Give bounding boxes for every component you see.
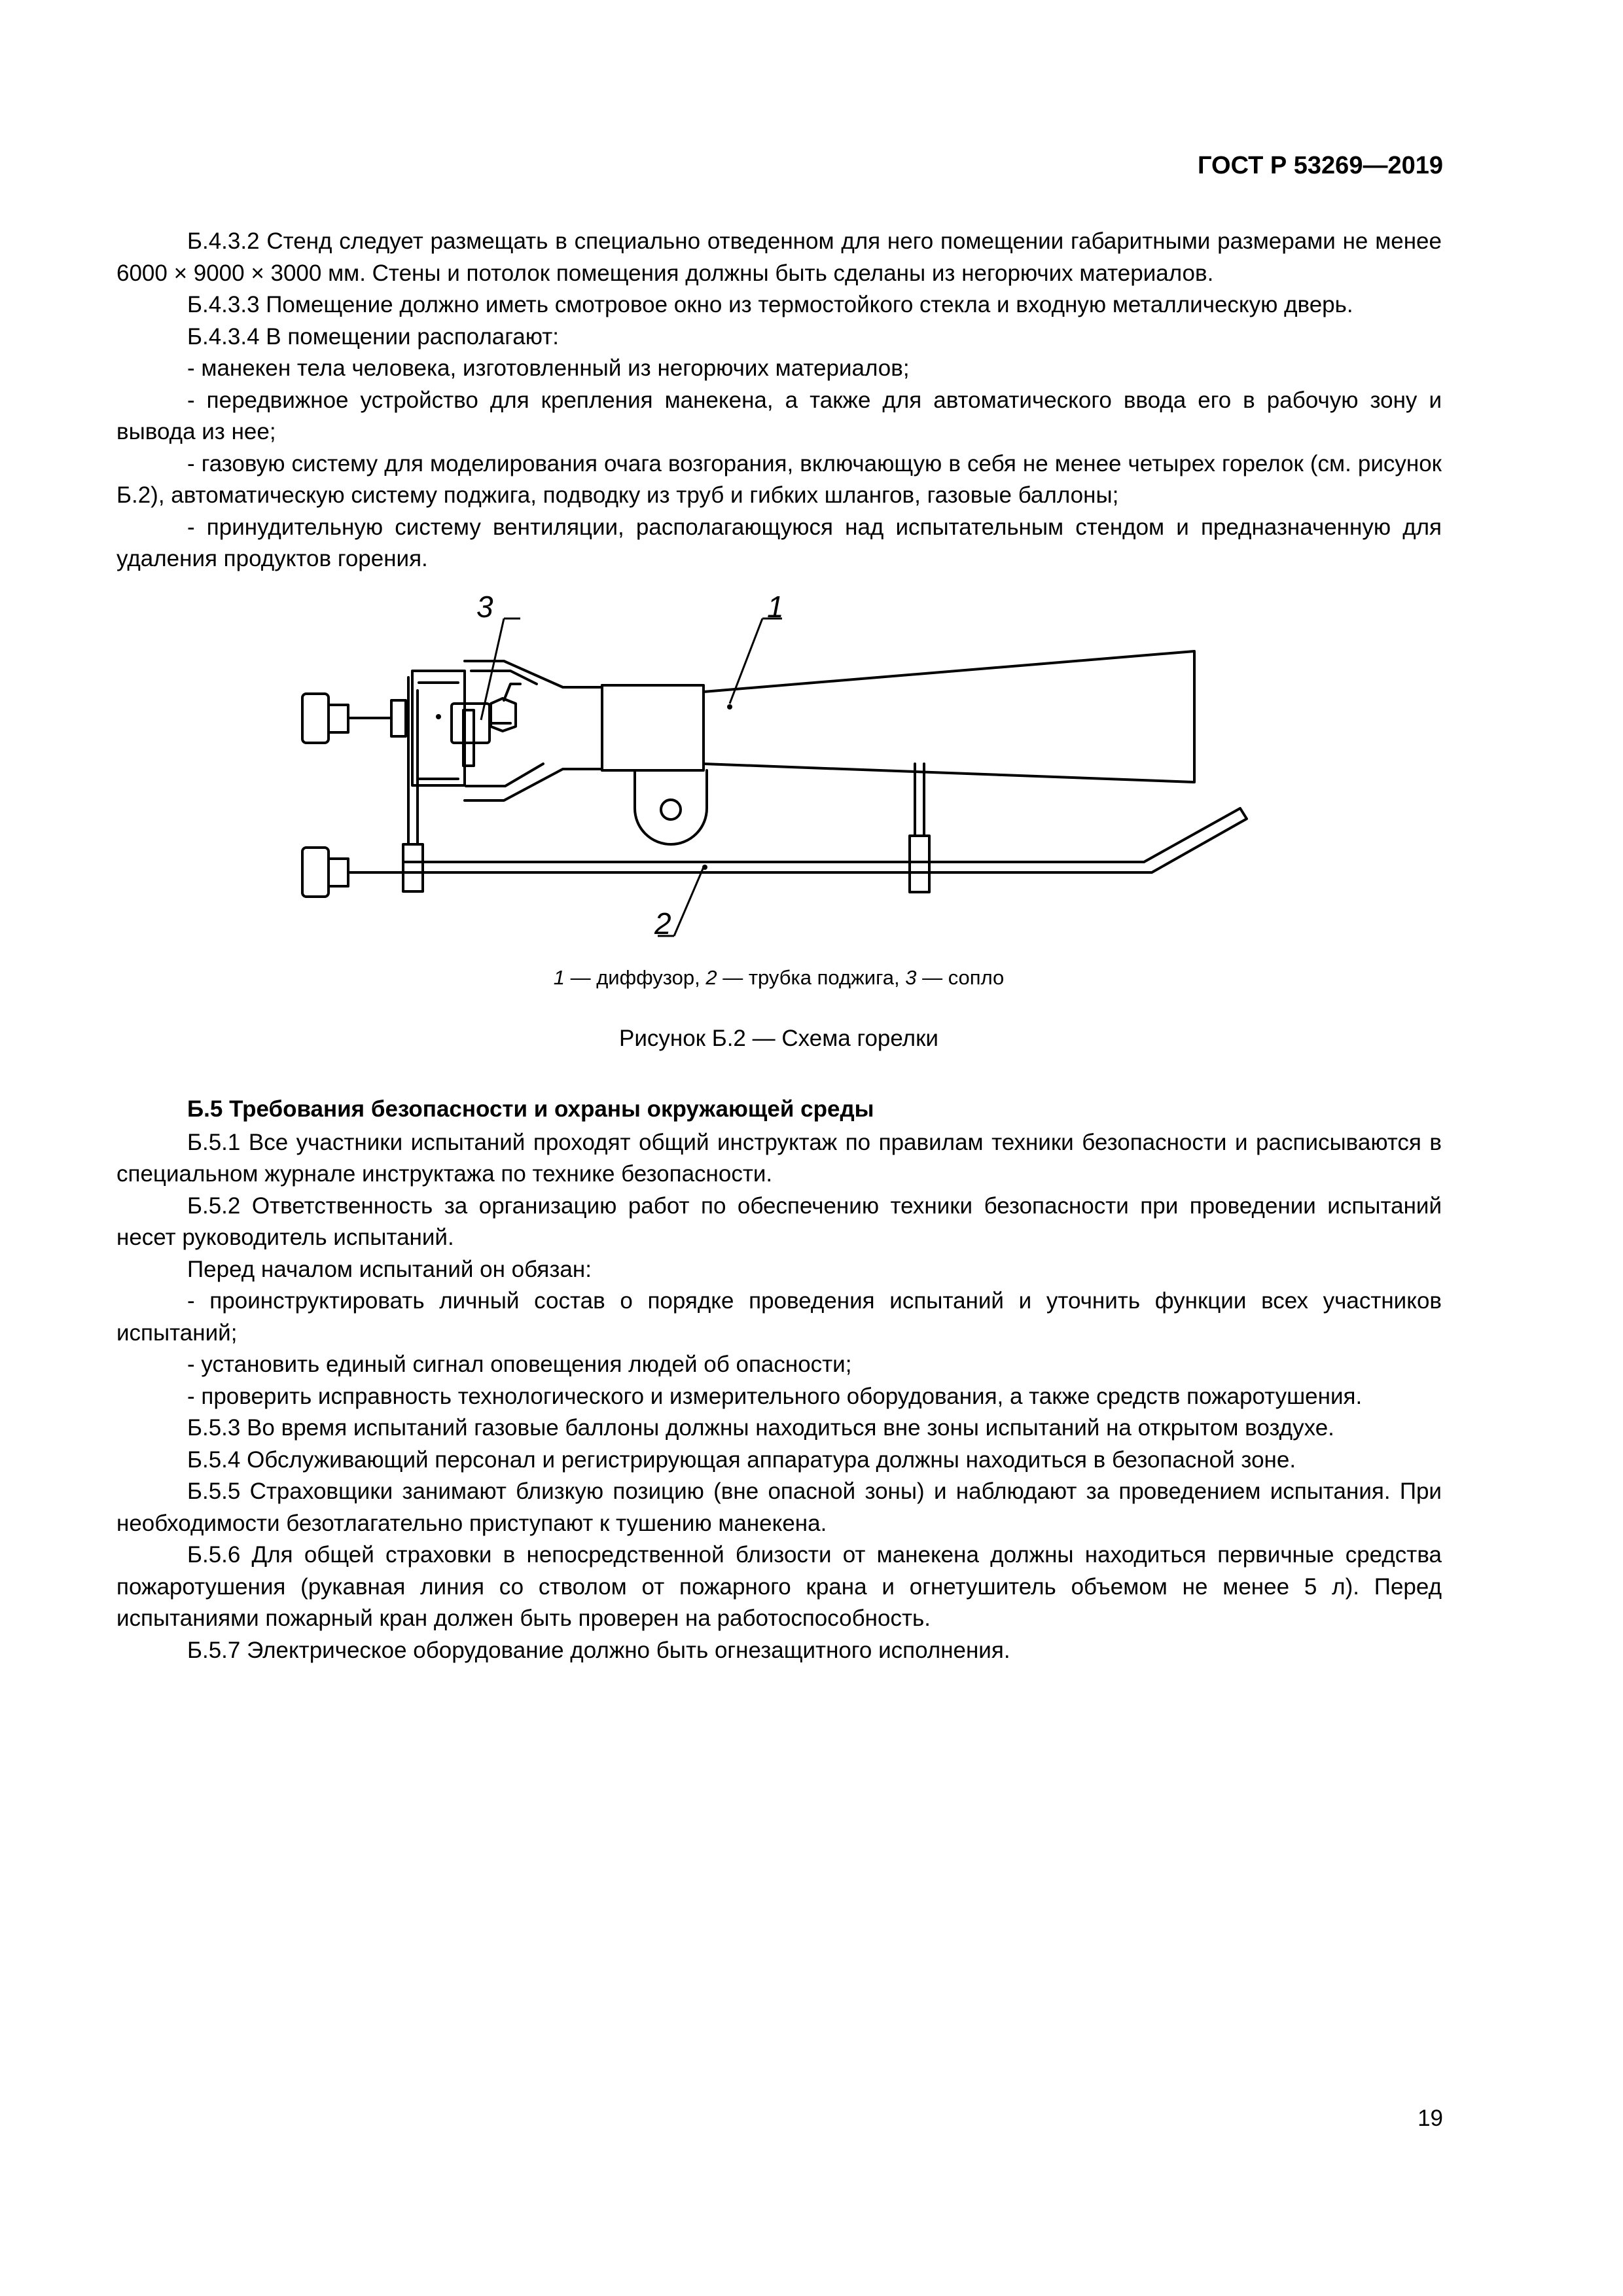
list-item-mannequin: - манекен тела человека, изготовленный из негорючих материалов; [187, 355, 910, 381]
section-b5 [116, 1094, 1442, 1666]
legend-text-1: — диффузор, [564, 966, 706, 989]
nozzle-holder [412, 671, 465, 785]
burner-diagram-drawing [294, 592, 1276, 946]
list-item-check-equipment: - проверить исправность технологического и измерительного оборудования, а также средств пожаротушения. [187, 1383, 1363, 1409]
paragraph-b-5-2: Б.5.2 Ответственность за организацию работ по обеспечению техники безопасности при проведении испытаний несет руководитель испытаний. [116, 1193, 1442, 1250]
paragraph-b-5-4: Б.5.4 Обслуживающий персонал и регистрирующая аппаратура должны находиться в безопасной зоне. [187, 1446, 1296, 1473]
paragraph-b-4-3-4: Б.4.3.4 В помещении располагают: [187, 323, 559, 350]
list-item-ventilation: - принудительную систему вентиляции, располагающуюся над испытательным стендом и предназначенную для удаления продуктов горения. [116, 514, 1442, 571]
paragraph-b-5-3: Б.5.3 Во время испытаний газовые баллоны должны находиться вне зоны испытаний на открытом воздухе. [187, 1415, 1334, 1441]
list-item-instruct: - проинструктировать личный состав о порядке проведения испытаний и уточнить функции всех участников испытаний; [116, 1288, 1442, 1346]
diffuser [704, 651, 1194, 782]
list-item-mobile-device: - передвижное устройство для крепления манекена, а также для автоматического ввода его в рабочую зону и вывода из нее; [116, 387, 1442, 444]
label-3: 3 [476, 592, 493, 624]
section-heading: Б.5 Требования безопасности и охраны окружающей среды [187, 1096, 874, 1122]
mixer-chamber [602, 685, 704, 770]
legend-number-2: 2 [705, 966, 717, 989]
upper-hose-fitting [302, 694, 329, 743]
label-1: 1 [767, 592, 784, 624]
paragraph-b-5-5: Б.5.5 Страховщики занимают близкую позицию (вне опасной зоны) и наблюдают за проведением испытания. При необходимости безотлагательно приступают к тушению манекена. [116, 1479, 1442, 1536]
paragraph-b-4-3-2: Б.4.3.2 Стенд следует размещать в специально отведенном для него помещении габаритными размерами не менее 6000 × 9000 × 3000 мм. Стены и потолок помещения должны быть сделаны из негорючих материалов. [116, 228, 1442, 286]
list-item-gas-system: - газовую систему для моделирования очага возгорания, включающую в себя не менее четырех горелок (см. рисунок Б.2), автоматическую систему поджига, подводку из труб и гибких шлангов, газовые баллоны; [116, 450, 1442, 508]
legend-number-1: 1 [553, 966, 565, 989]
document-code-header: ГОСТ Р 53269—2019 [1198, 152, 1443, 179]
paragraph-b-5-6: Б.5.6 Для общей страховки в непосредственной близости от манекена должны находиться первичные средства пожаротушения (рукавная линия со стволом от пожарного крана и огнетушитель объемом не менее 5 л). Перед испытаниями пожарный кран должен быть проверен на работоспособность. [116, 1542, 1442, 1631]
paragraph-b-4-3-3: Б.4.3.3 Помещение должно иметь смотровое окно из термостойкого стекла и входную металлическую дверь. [187, 292, 1353, 317]
legend-number-3: 3 [905, 966, 917, 989]
list-item-signal: - установить единый сигнал оповещения людей об опасности; [187, 1352, 852, 1377]
page-number: 19 [1418, 2106, 1443, 2131]
legend-text-2: — трубка поджига, [717, 966, 906, 989]
top-text-block [116, 226, 1442, 575]
legend-text-3: — сопло [916, 966, 1005, 989]
lower-hose-fitting [302, 848, 329, 897]
paragraph-duties-intro: Перед началом испытаний он обязан: [187, 1256, 592, 1282]
figure-caption: Рисунок Б.2 — Схема горелки [619, 1026, 938, 1051]
ignition-tube [403, 808, 1247, 872]
label-2: 2 [654, 906, 671, 941]
mounting-bracket [635, 770, 707, 844]
paragraph-b-5-7: Б.5.7 Электрическое оборудование должно быть огнезащитного исполнения. [187, 1637, 1010, 1663]
burner-diagram [294, 592, 1276, 946]
figure-legend [0, 966, 1558, 990]
paragraph-b-5-1: Б.5.1 Все участники испытаний проходят общий инструктаж по правилам техники безопасности и расписываются в специальном журнале инструктажа по технике безопасности. [116, 1129, 1442, 1187]
